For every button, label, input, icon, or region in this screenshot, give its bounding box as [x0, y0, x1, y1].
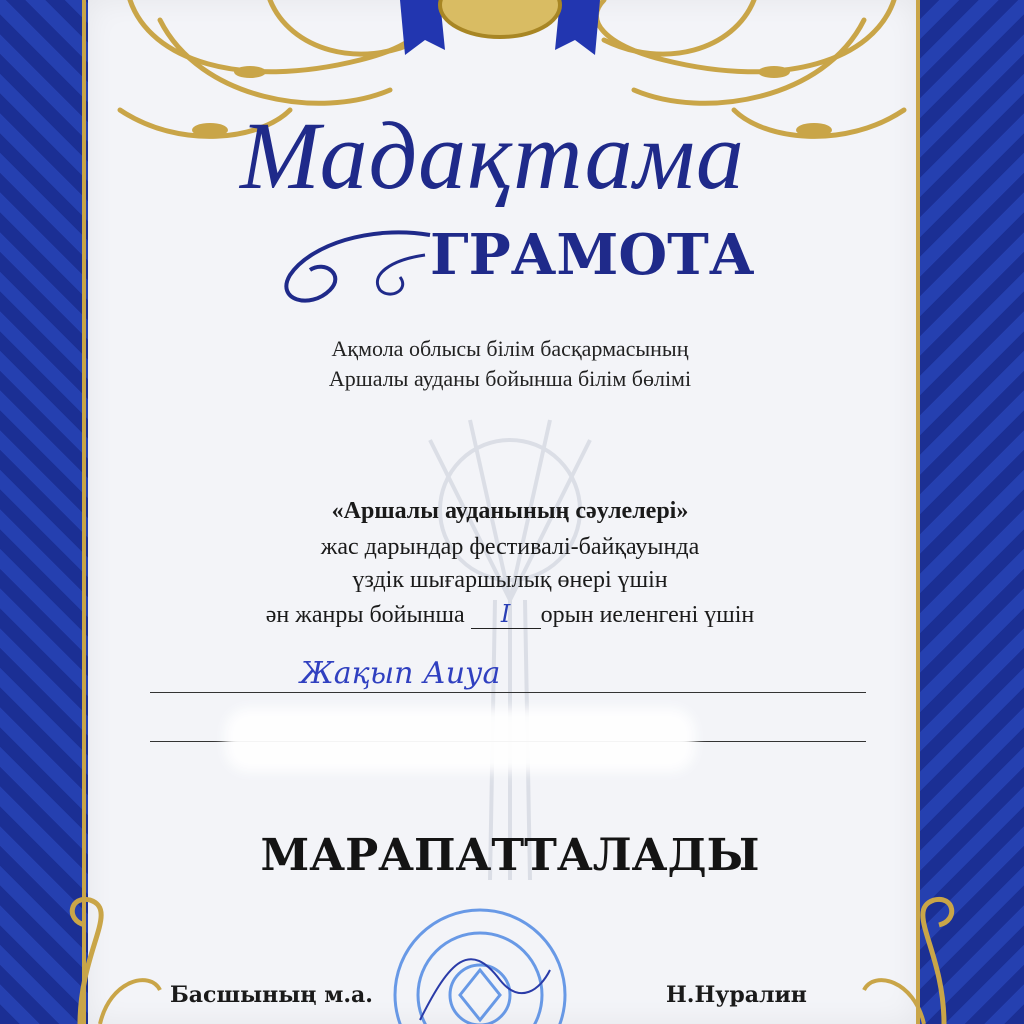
signatory-name: Н.Нуралин	[666, 982, 807, 1008]
title-swirl-ornament	[250, 215, 440, 310]
place-line-prefix: ән жанры бойынша	[265, 602, 465, 628]
award-word: МАРАПАТТАЛАДЫ	[260, 830, 760, 881]
festival-name: «Аршалы ауданының сәулелері»	[331, 498, 689, 524]
issuer-line-1: Ақмола облысы білім басқармасының	[331, 336, 689, 361]
recipient-name-handwritten: Жақып Аиуа	[300, 656, 501, 691]
gold-corner-ornament-left	[60, 890, 180, 1024]
signatory-title: Басшының м.а.	[170, 982, 373, 1008]
issuer-line-2: Аршалы ауданы бойынша білім бөлімі	[328, 366, 692, 391]
gold-corner-ornament-right	[844, 890, 964, 1024]
certificate-title-script: Мадақтама	[240, 102, 745, 209]
festival-description: жас дарындар фестивалі-байқауында	[320, 534, 700, 560]
place-line-suffix: орын иеленгені үшін	[540, 602, 755, 628]
official-stamp	[390, 900, 570, 1024]
place-number: I	[471, 600, 541, 629]
place-line	[150, 600, 870, 629]
recipient-line-1	[150, 692, 866, 693]
achievement-line: үздік шығаршылық өнері үшін	[352, 567, 668, 593]
medal-emblem	[400, 0, 600, 60]
redacted-area	[225, 708, 695, 772]
certificate-title-caps: ГРАМОТА	[430, 222, 755, 288]
baiterek-watermark	[370, 400, 650, 880]
